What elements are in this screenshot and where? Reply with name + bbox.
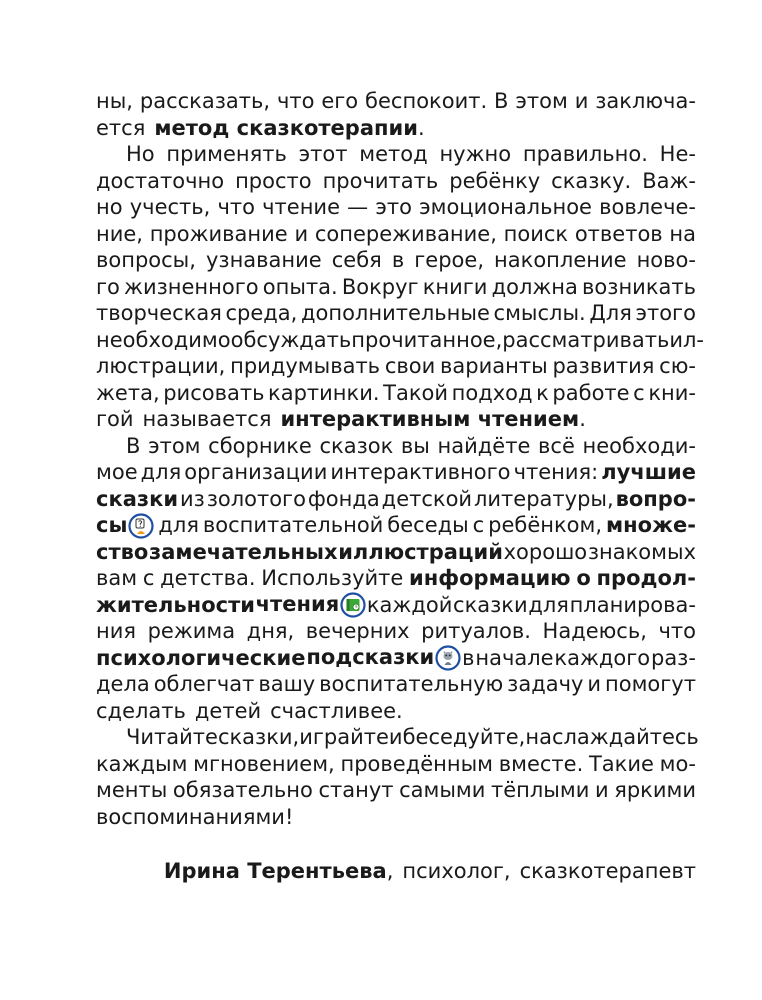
word: из (179, 486, 205, 511)
bold-term: вопро- (615, 486, 696, 511)
word-group (256, 591, 367, 618)
word: жизненного (124, 274, 259, 299)
word: подход (451, 380, 533, 405)
word: ния (96, 619, 137, 643)
text-line (96, 274, 696, 301)
word: детей (194, 698, 262, 723)
word: и (594, 778, 609, 802)
bold-term: метод сказкотерапии (154, 115, 418, 140)
word: золотого (206, 486, 306, 511)
punctuation: . (579, 407, 586, 431)
word: рассматривать (502, 327, 670, 352)
text-line (96, 724, 699, 751)
word: проведённым (340, 751, 493, 776)
word: менты (96, 778, 168, 802)
word: на (669, 221, 696, 246)
word: ребёнку (449, 168, 541, 193)
bold-term: сы (96, 512, 128, 537)
word-group (338, 539, 503, 566)
bold-term: психологические (96, 645, 306, 670)
word: развития (552, 354, 655, 378)
word: это (375, 195, 412, 219)
word: В (494, 89, 509, 113)
word: сю- (659, 354, 696, 378)
word: среда, (225, 301, 298, 325)
word-group (154, 115, 418, 142)
word: смыслы. (493, 301, 586, 325)
text-line (96, 645, 696, 672)
text-line (96, 433, 696, 460)
text-line (96, 406, 696, 433)
word: правильно. (522, 142, 648, 166)
word: тёплыми (491, 778, 590, 802)
text-line (96, 459, 696, 486)
bold-term: о (576, 566, 591, 590)
word: нужно (439, 142, 512, 166)
bold-term: сказки (96, 486, 179, 511)
word: ново- (636, 248, 696, 272)
intro-paragraph-ending (96, 88, 696, 141)
word-group (96, 486, 178, 513)
word-group (616, 486, 696, 513)
word-group (576, 565, 590, 592)
word: с (142, 566, 155, 590)
word: счастливее. (270, 698, 403, 723)
word: необходимо (96, 327, 231, 352)
method-paragraph (96, 141, 704, 433)
word: и (388, 725, 403, 749)
word: Но (126, 142, 155, 166)
word-group (409, 565, 571, 592)
word: воспоминаниями! (96, 804, 294, 829)
word: ил- (669, 327, 704, 352)
word: сборнике (208, 433, 312, 458)
word: герое, (414, 248, 484, 272)
word: что (276, 89, 315, 113)
word: гой (96, 407, 134, 431)
word: задачу (507, 672, 584, 696)
word: творческая (96, 301, 222, 325)
word: с (633, 380, 645, 405)
word: знакомых (587, 539, 696, 564)
text-line (96, 380, 696, 407)
word: метод (359, 142, 428, 166)
word: детства. (160, 566, 256, 590)
word: сопереживание, (314, 221, 497, 246)
bold-term: иллюстраций (338, 539, 503, 564)
word: Используйте (261, 566, 404, 590)
bold-term: множе- (605, 513, 696, 537)
text-line (96, 512, 696, 539)
text-line (96, 247, 696, 274)
word: станут (318, 778, 394, 802)
word: начале (475, 645, 554, 670)
word: вовлече- (599, 195, 696, 219)
word: литературы, (473, 486, 614, 511)
text-line (96, 141, 696, 168)
word-group (96, 539, 148, 566)
word: этом (515, 89, 568, 113)
word: самыми (399, 778, 486, 802)
word: работе (552, 380, 630, 405)
word: эмоциональное (419, 195, 592, 219)
word: В (126, 433, 141, 458)
word: называется (142, 407, 272, 431)
bold-term: жительности (96, 592, 255, 617)
psychology-tips-icon (435, 645, 461, 671)
word: вместе. (498, 751, 584, 776)
word: дополнительные (300, 301, 490, 325)
word: режима (147, 619, 236, 643)
word: фонда (307, 486, 380, 511)
word: кни- (648, 380, 696, 405)
word: мое (96, 460, 138, 484)
word: организации (184, 460, 328, 484)
word: этого (635, 301, 696, 325)
word: ритуалов. (421, 619, 531, 643)
word: го (96, 274, 120, 299)
word: дня, (246, 619, 295, 643)
word-group (597, 565, 696, 592)
word: интерактивного (330, 460, 511, 484)
word: яркими (614, 778, 696, 802)
text-line (96, 327, 704, 354)
word-group (601, 459, 696, 486)
word: Для (589, 301, 632, 325)
word: и (574, 89, 589, 113)
text-line (96, 698, 696, 725)
word: дела (96, 672, 150, 696)
text-line (96, 804, 696, 831)
word: каждого (554, 645, 651, 670)
word: прочитать (322, 168, 439, 193)
text-line (96, 168, 696, 195)
text-line (96, 221, 696, 248)
bold-term: ство (96, 539, 149, 564)
text-line (96, 618, 696, 645)
word: необходи- (582, 433, 696, 458)
word: каждым (96, 751, 188, 776)
word: жета, (96, 380, 160, 405)
word: но (96, 195, 123, 219)
word: достаточно (96, 168, 225, 193)
text-line (96, 777, 696, 804)
word: вы (400, 433, 430, 458)
word: просто (235, 168, 312, 193)
word: применять (166, 142, 287, 166)
word: для (528, 592, 569, 617)
word: в (391, 248, 405, 272)
word: рисовать (163, 380, 265, 405)
word: возникать (582, 274, 696, 299)
word: Надеюсь, (542, 619, 647, 643)
text-line (96, 88, 696, 115)
word: беседы (387, 513, 469, 537)
word: свои (384, 354, 436, 378)
word: каждой (366, 592, 453, 617)
signature-comma: , (386, 859, 394, 883)
word: ние, (96, 221, 143, 246)
author-role-psychologist: психолог, (402, 859, 511, 883)
bold-term: информацию (409, 566, 571, 590)
word: его (321, 89, 359, 113)
word: всё (538, 433, 575, 458)
word: беседуйте, (402, 725, 526, 749)
word: планирова- (569, 592, 696, 617)
word: детской (381, 486, 473, 511)
word: обязательно (172, 778, 313, 802)
word: рассказать, (139, 89, 271, 113)
bold-term: замечательных (149, 539, 338, 564)
word: прочитанное, (351, 327, 503, 352)
word: заключа- (595, 89, 696, 113)
word: в (462, 645, 475, 670)
word: вечерних (305, 619, 410, 643)
word: воспитательную (319, 672, 504, 696)
word: сказки (453, 592, 528, 617)
word: поиск (503, 221, 569, 246)
author-name: Ирина Терентьева (163, 859, 387, 883)
word: мгновением, (193, 751, 335, 776)
word: с (472, 513, 485, 537)
word: и (587, 672, 602, 696)
word: придумывать (230, 354, 381, 378)
word: чтение (262, 195, 340, 219)
text-line (96, 539, 696, 566)
text-line (96, 115, 696, 142)
word: вам (96, 566, 138, 590)
word: себя (331, 248, 382, 272)
text-line (96, 565, 696, 592)
bold-term: интерактивным чтением (280, 407, 580, 431)
word: ется (96, 115, 146, 140)
word: беспокоит. (365, 89, 488, 113)
bold-term: подсказки (306, 645, 435, 670)
word: проживание (149, 221, 288, 246)
bold-term: лучшие (601, 460, 696, 484)
word: мо- (659, 751, 696, 776)
word: узнавание (205, 248, 322, 272)
word: Читайте (126, 725, 218, 749)
word: — (347, 195, 369, 219)
word: ны, (96, 89, 133, 113)
word: найдёте (437, 433, 531, 458)
word: Не- (659, 142, 696, 166)
text-line (96, 592, 696, 619)
word: Такой (383, 380, 449, 405)
word: для (140, 460, 182, 484)
word: сделать (96, 698, 186, 723)
text-line (96, 486, 696, 513)
text-line (96, 194, 696, 221)
word-group (280, 406, 579, 433)
page-text (96, 88, 704, 830)
word: хорошо (503, 539, 588, 564)
word-group (149, 539, 338, 566)
word-group (96, 512, 154, 539)
word: сказок (319, 433, 394, 458)
word-group (606, 512, 696, 539)
word: люстрации, (96, 354, 226, 378)
word: опыта. (262, 274, 338, 299)
word: к (536, 380, 549, 405)
word: что (217, 195, 255, 219)
word: учесть, (129, 195, 211, 219)
word: обсуждать (230, 327, 352, 352)
word: и (294, 221, 309, 246)
reading-time-icon (340, 592, 366, 618)
word: воспитательной (202, 513, 384, 537)
text-line (96, 751, 696, 778)
word: ребёнком, (488, 513, 603, 537)
collection-paragraph (96, 433, 696, 725)
text-line (96, 300, 696, 327)
word: раз- (650, 645, 696, 670)
word: накопление (494, 248, 627, 272)
word: Важ- (642, 168, 696, 193)
bold-term: чтения (255, 592, 340, 617)
word: картинки. (268, 380, 380, 405)
punctuation: . (417, 115, 425, 140)
word: ответов (574, 221, 663, 246)
word: должна (491, 274, 578, 299)
word: облегчат (153, 672, 255, 696)
word: сказку. (551, 168, 632, 193)
text-line (96, 671, 696, 698)
word: варианты (440, 354, 548, 378)
questions-icon (128, 513, 154, 539)
word: сказки, (217, 725, 300, 749)
word-group (96, 592, 255, 619)
bold-term: продол- (596, 566, 696, 590)
text-line (96, 353, 696, 380)
word: этот (298, 142, 348, 166)
word: наслаждайтесь (525, 725, 699, 749)
word: этом (148, 433, 201, 458)
word: для (158, 513, 199, 537)
word: играйте (299, 725, 389, 749)
word: вашу (258, 672, 316, 696)
word: вопросы, (96, 248, 196, 272)
word: что (658, 619, 696, 643)
word: помогут (605, 672, 696, 696)
word-group (306, 644, 461, 671)
author-role-fairytale-therapist: сказкотерапевт (519, 859, 696, 883)
closing-paragraph (96, 724, 699, 830)
signature-line (96, 858, 696, 885)
word-group (96, 645, 305, 672)
word: Такие (588, 751, 654, 776)
word: чтения: (513, 460, 599, 484)
word: Вокруг (341, 274, 419, 299)
word: книги (422, 274, 488, 299)
